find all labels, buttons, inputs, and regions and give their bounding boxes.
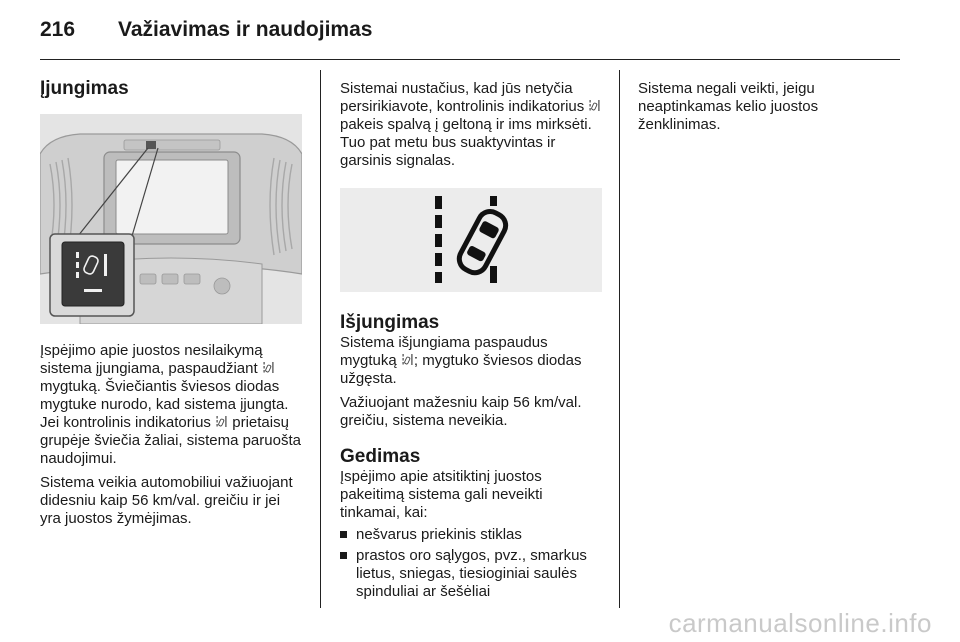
section-title-deactivation: Išjungimas bbox=[340, 312, 440, 333]
dashboard-illustration bbox=[40, 114, 302, 324]
deactivation-paragraph-1: Sistema išjungiama paspaudus mygtuką ; mygtuko šviesos diodas užgęsta. bbox=[340, 334, 582, 387]
column-2 bbox=[340, 70, 605, 601]
column-1 bbox=[40, 70, 305, 528]
lane-departure-large-icon bbox=[340, 188, 602, 292]
column-divider-1 bbox=[320, 70, 321, 608]
lane-departure-icon bbox=[216, 416, 227, 428]
watermark: carmanualsonline.info bbox=[668, 608, 932, 638]
lane-departure-icon bbox=[263, 362, 274, 374]
list-item: prastos oro sąlygos, pvz., smarkus lietus, sniegas, tiesioginiai saulės spinduliai ar šešėliai bbox=[340, 547, 605, 601]
no-markings-paragraph: Sistema negali veikti, jeigu neaptinkamas kelio juostos ženklinimas. bbox=[638, 80, 819, 133]
lane-departure-icon bbox=[589, 100, 600, 112]
column-divider-2 bbox=[619, 70, 620, 608]
activation-paragraph-2: Sistema veikia automobiliui važiuojant didesniu kaip 56 km/val. greičiu ir jei yra juostos žymėjimas. bbox=[40, 474, 293, 527]
page-number: 216 bbox=[40, 18, 76, 41]
bullet-icon bbox=[340, 552, 347, 559]
list-item: nešvarus priekinis stiklas bbox=[340, 526, 605, 544]
bullet-icon bbox=[340, 531, 347, 538]
chapter-title: Važiavimas ir naudojimas bbox=[118, 18, 373, 41]
activation-paragraph-1: Įspėjimo apie juostos nesilaikymą sistema įjungiama, paspaudžiant mygtuką. Šviečiantis šviesos diodas mygtuke nurodo, kad sistema įjungta. Jei kontrolinis indikatorius prietaisų grupėje šviečia žaliai, sistema paruošta naudojimui. bbox=[40, 342, 301, 467]
fault-bullet-list bbox=[340, 526, 605, 601]
lane-departure-icon bbox=[402, 354, 413, 366]
column-3 bbox=[638, 70, 903, 134]
fault-paragraph: Įspėjimo apie atsitiktinį juostos pakeitimą sistema gali neveikti tinkamai, kai: bbox=[340, 468, 543, 521]
deactivation-paragraph-2: Važiuojant mažesniu kaip 56 km/val. greičiu, sistema neveikia. bbox=[340, 394, 582, 429]
dashboard-drawing bbox=[40, 114, 302, 324]
warning-paragraph: Sistemai nustačius, kad jūs netyčia persirikiavote, kontrolinis indikatorius pakeis spalvą į geltoną ir ims mirksėti. Tuo pat metu bus suaktyvintas ir garsinis signalas. bbox=[340, 80, 605, 170]
section-title-activation: Įjungimas bbox=[40, 78, 129, 99]
lane-departure-symbol-figure bbox=[340, 188, 602, 292]
header-rule bbox=[40, 59, 900, 60]
section-title-fault: Gedimas bbox=[340, 446, 421, 467]
